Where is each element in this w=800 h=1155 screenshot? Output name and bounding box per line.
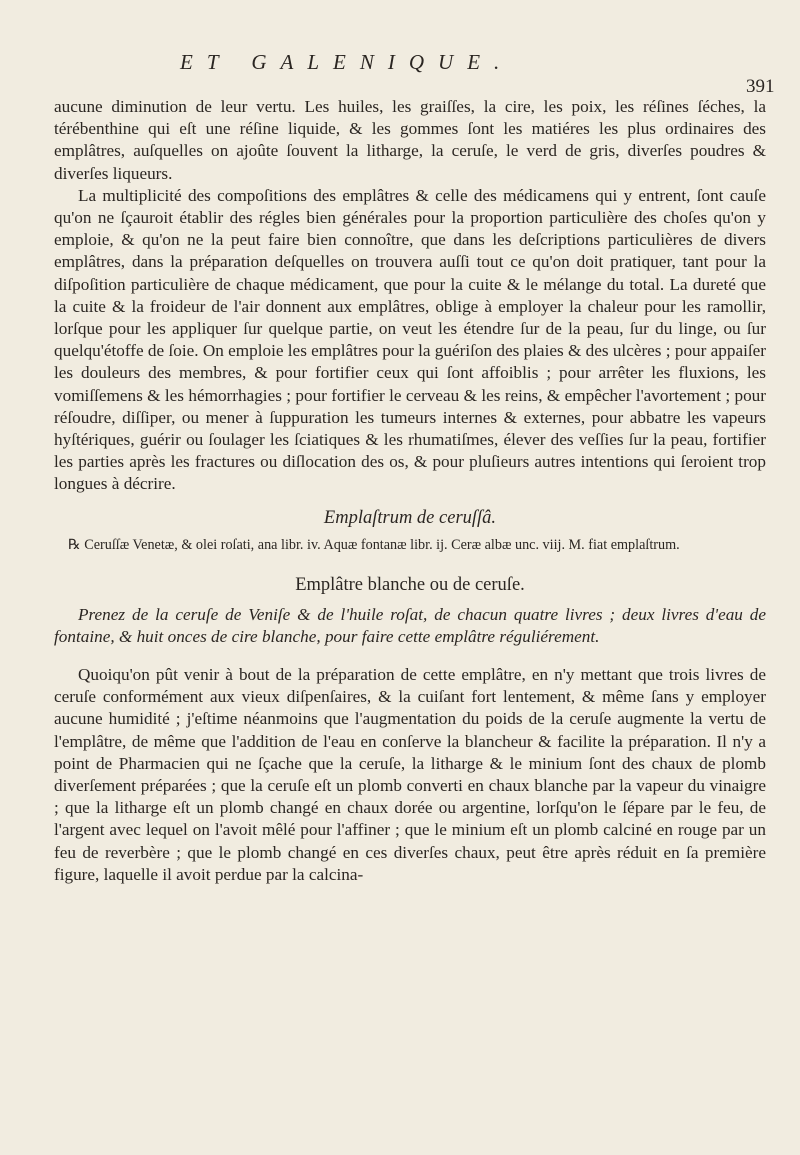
french-recipe-text: Prenez de la ceruſe de Veniſe & de l'huile roſat, de chacun quatre livres ; deux livres d'eau de fontaine, & huit onces de cire blanche, pour faire cette emplâtre réguliérement. xyxy=(54,604,766,646)
running-title: ET GALENIQUE. xyxy=(180,50,514,74)
paragraph-plasters: La multiplicité des compoſitions des emplâtres & celle des médicamens qui y entrent, ſont cauſe qu'on ne ſçauroit établir des régles bien générales pour la proportion particulière des choſes qu'on y emploie, & qu'on ne la peut faire bien connoître, que dans les deſcriptions particulières de divers emplâtres, dans la préparation deſquelles on trouvera auſſi tout ce qu'on doit pratiquer, tant pour la diſpoſition particulière de chaque médicament, que pour la cuite & le mélange du total. La dureté que la cuite & la froideur de l'air donnent aux emplâtres, oblige à employer la chaleur pour les ramollir, lorſque pour les appliquer ſur quelque partie, on veut les étendre ſur de la peau, ſur du linge, ou ſur quelqu'étoffe de ſoie. On emploie les emplâtres pour la guériſon des plaies & des ulcères ; pour appaiſer les douleurs des membres, & pour fortifier ceux qui ſont affoiblis ; pour arrêter les fluxions, les vomiſſemens & les hémorrhagies ; pour fortifier le cerveau & les reins, & empêcher l'avortement ; pour réſoudre, diſſiper, ou mener à ſuppuration les tumeurs internes & externes, pour abbatre les vapeurs hyſtériques, guérir ou ſoulager les ſciatiques & les rhumatiſmes, élever des veſſies ſur la peau, fortifier les parties après les fractures ou diſlocation des os, & pour pluſieurs autres intentions qui ſeroient trop longues à décrire. xyxy=(54,185,767,494)
paragraph-ceruse: Quoiqu'on pût venir à bout de la préparation de cette emplâtre, en n'y mettant que trois livres de ceruſe conformément aux vieux diſpenſaires, & la cuiſant fort lentement, & même ſans y employer aucune humidité ; j'eſtime néanmoins que l'augmentation du poids de la ceruſe augmente la vertu de l'emplâtre, de même que l'addition de l'eau en conſerve la blancheur & facilite la préparation. Il n'y a point de Pharmacien qui ne ſçache que la ceruſe, la litharge & le minium ſont des chaux de plomb diverſement préparées ; que la ceruſe eſt un plomb converti en chaux blanche par la vapeur du vinaigre ; que la litharge eſt un plomb changé en chaux dorée ou argentine, lorſqu'on le ſépare par le feu, de l'argent avec lequel on l'avoit mêlé pour l'affiner ; que le minium eſt un plomb calciné en rouge par un feu de reverbère ; que le plomb changé en ces diverſes chaux, peut être après réduit en ſa première figure, laquelle il avoit perdue par la calcina- xyxy=(54,665,766,884)
latin-recipe-text: ℞ Ceruſſæ Venetæ, & olei roſati, ana libr. iv. Aquæ fontanæ libr. ij. Ceræ albæ unc. viij. M. fiat emplaſtrum. xyxy=(68,536,680,553)
paragraph-continuation: aucune diminution de leur vertu. Les huiles, les graiſſes, la cire, les poix, les réſines ſéches, la térébenthine qui eſt une réſine liquide, & les gommes ſont les matiéres les plus ordinaires des emplâtres, auſquelles on ajoûte ſouvent la litharge, la ceruſe, le verd de gris, diverſes poudres & diverſes liqueurs. xyxy=(54,97,766,183)
latin-recipe-title: Emplaſtrum de ceruſſâ. xyxy=(323,507,497,528)
page-body xyxy=(54,96,766,886)
french-recipe-title: Emplâtre blanche ou de ceruſe. xyxy=(295,574,525,595)
page-number: 391 xyxy=(746,76,775,97)
